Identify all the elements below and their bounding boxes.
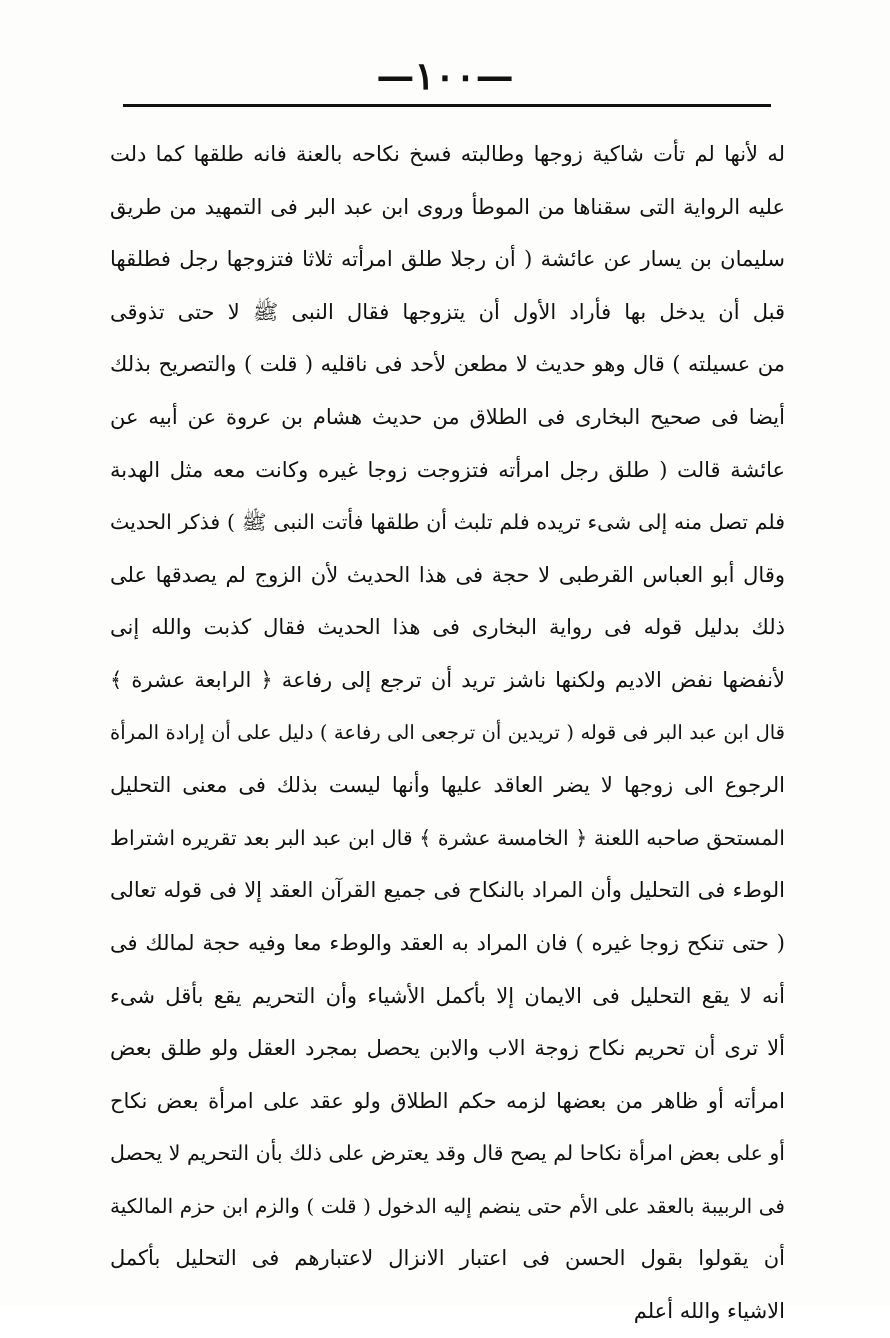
text-line: وقال أبو العباس القرطبى لا حجة فى هذا الحديث لأن الزوج لم يصدقها على	[110, 562, 785, 587]
text-line: المستحق صاحبه اللعنة ﴿ الخامسة عشرة ﴾ قال ابن عبد البر بعد تقريره اشتراط	[110, 825, 785, 850]
text-line: أنه لا يقع التحليل فى الايمان إلا بأكمل الأشياء وأن التحريم يقع بأقل شىء	[110, 983, 785, 1008]
text-line: ألا ترى أن تحريم نكاح زوجة الاب والابن يحصل بمجرد العقل ولو طلق بعض	[110, 1036, 785, 1061]
text-line: ( حتى تنكح زوجا غيره ) فان المراد به العقد والوطء معا وفيه حجة لمالك فى	[110, 930, 785, 955]
header-rule	[123, 104, 771, 107]
text-line: أو على بعض امرأة نكاحا لم يصح قال وقد يعترض على ذلك بأن التحريم لا يحصل	[110, 1141, 785, 1166]
text-line-last: الاشياء والله أعلم	[633, 1299, 785, 1324]
body-text	[110, 128, 785, 1338]
text-line: الرجوع الى زوجها لا يضر العاقد عليها وأنها ليست بذلك فى معنى التحليل	[110, 773, 785, 798]
text-line: قبل أن يدخل بها فأراد الأول أن يتزوجها فقال النبى ﷺ لا حتى تذوقى	[110, 299, 785, 324]
text-line: من عسيلته ) قال وهو حديث لا مطعن لأحد فى ناقليه ( قلت ) والتصريح بذلك	[110, 352, 785, 377]
page-number: —١٠٠—	[376, 53, 514, 98]
text-line: امرأته أو ظاهر من بعضها لزمه حكم الطلاق ولو عقد على امرأة بعض نكاح	[110, 1088, 785, 1113]
text-line: قال ابن عبد البر فى قوله ( تريدين أن ترجعى الى رفاعة ) دليل على أن إرادة المرأة	[110, 720, 785, 744]
text-line: لأنفضها نفض الاديم ولكنها ناشز تريد أن ترجع إلى رفاعة ﴿ الرابعة عشرة ﴾	[110, 667, 785, 692]
text-line: أيضا فى صحيح البخارى فى الطلاق من حديث هشام بن عروة عن أبيه عن	[110, 404, 785, 429]
text-line: أن يقولوا بقول الحسن فى اعتبار الانزال لاعتبارهم فى التحليل بأكمل	[110, 1246, 785, 1271]
text-line: له لأنها لم تأت شاكية زوجها وطالبته فسخ نكاحه بالعنة فانه طلقها كما دلت	[110, 142, 785, 166]
text-line: فى الربيبة بالعقد على الأم حتى ينضم إليه الدخول ( قلت ) والزم ابن حزم المالكية	[110, 1193, 785, 1218]
text-line: عائشة قالت ( طلق رجل امرأته فتزوجت زوجا غيره وكانت معه مثل الهدبة	[110, 457, 785, 482]
text-line: سليمان بن يسار عن عائشة ( أن رجلا طلق امرأته ثلاثا فتزوجها رجل فطلقها	[110, 247, 785, 272]
text-line: فلم تصل منه إلى شىء تريده فلم تلبث أن طلقها فأتت النبى ﷺ ) فذكر الحديث	[110, 510, 785, 535]
text-line: عليه الرواية التى سقناها من الموطأ وروى ابن عبد البر فى التمهيد من طريق	[110, 194, 785, 219]
text-line: ذلك بدليل قوله فى رواية البخارى فى هذا الحديث فقال كذبت والله إنى	[110, 615, 785, 640]
text-line: الوطء فى التحليل وأن المراد بالنكاح فى جميع القرآن العقد إلا فى قوله تعالى	[110, 878, 785, 903]
